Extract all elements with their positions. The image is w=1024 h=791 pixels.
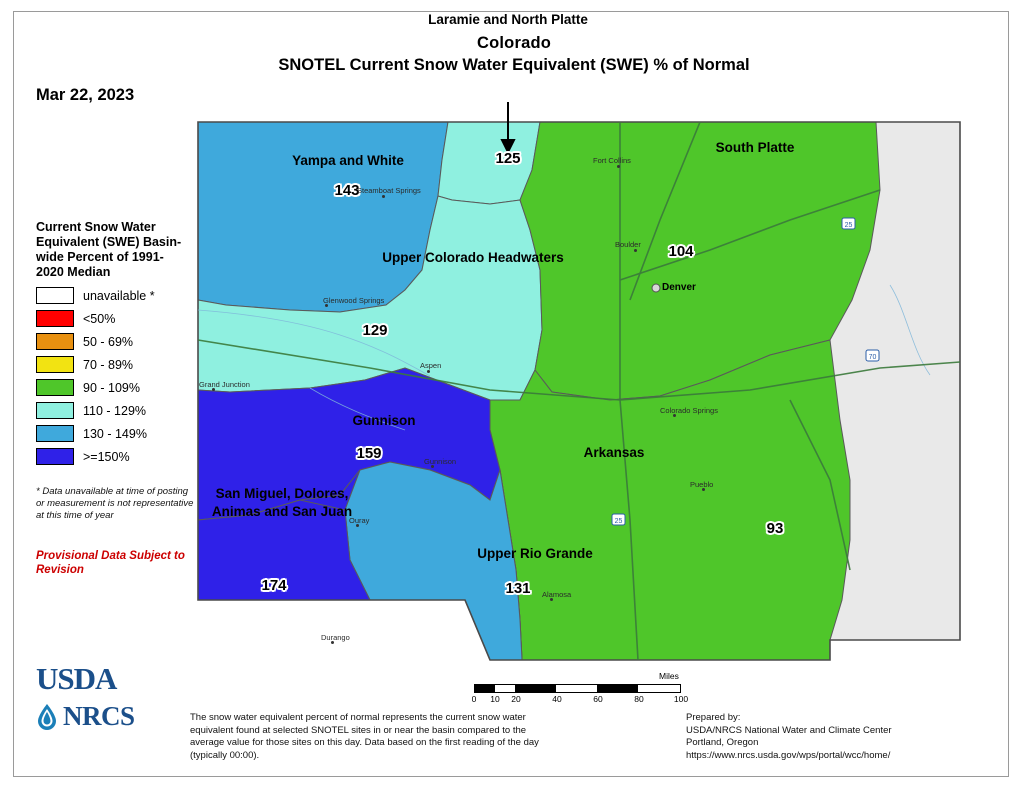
map-poster — [13, 11, 1009, 777]
city-dot — [427, 370, 430, 373]
basin-label-laramie-north-platte: Laramie and North Platte — [428, 12, 588, 27]
title-line-1: Colorado — [476, 34, 551, 52]
legend-item-under50 — [36, 307, 196, 330]
city-label-fort-collins: Fort Collins — [593, 156, 631, 165]
city-label-grand-junction: Grand Junction — [199, 380, 250, 389]
footer-prepared-by — [686, 712, 986, 762]
city-dot — [356, 524, 359, 527]
city-label-ouray: Ouray — [349, 516, 370, 525]
city-label-gunnison: Gunnison — [424, 457, 457, 466]
footer-description: The snow water equivalent percent of normal represents the current snow water equivalent found at selected SNOTEL sites in or near the basin compared to the average value for those sites on this day. Data based on the first reading of the day (typically 00:00). — [190, 712, 539, 761]
usda-wordmark: USDA — [36, 661, 117, 696]
city-dot — [382, 195, 385, 198]
title-line-2: SNOTEL Current Snow Water Equivalent (SWE) % of Normal — [278, 56, 750, 74]
city-dot — [212, 388, 215, 391]
legend-swatch — [36, 379, 74, 396]
legend-swatch — [36, 425, 74, 442]
legend-item-90-109 — [36, 376, 196, 399]
basin-label-gunnison: Gunnison — [352, 413, 416, 428]
basin-value-gunnison: 159 — [356, 445, 382, 462]
city-dot — [550, 598, 553, 601]
city-dot — [325, 304, 328, 307]
scale-tick-80: 80 — [634, 694, 644, 704]
city-label-steamboat-springs: Steamboat Springs — [357, 186, 421, 195]
scale-bar-segments — [474, 684, 681, 693]
legend-item-70-89 — [36, 353, 196, 376]
legend-footnote: * Data unavailable at time of posting or measurement is not representative at this time of year — [36, 486, 194, 521]
city-label-denver: Denver — [662, 282, 696, 293]
legend-item-unavailable — [36, 284, 196, 307]
legend-item-150plus — [36, 445, 196, 468]
basin-value-south-platte: 104 — [668, 243, 694, 260]
city-dot — [702, 488, 705, 491]
svg-text:25: 25 — [614, 518, 623, 525]
prepared-by-location: Portland, Oregon — [686, 737, 759, 748]
city-dot — [331, 641, 334, 644]
scale-tick-100: 100 — [673, 694, 689, 704]
legend-label: unavailable * — [83, 288, 155, 303]
legend-item-130-149 — [36, 422, 196, 445]
city-label-glenwood-springs: Glenwood Springs — [323, 296, 385, 305]
basin-value-upper-rio-grande: 131 — [505, 580, 531, 597]
scale-units-label: Miles — [659, 671, 679, 681]
scale-tick-40: 40 — [552, 694, 562, 704]
city-dot — [634, 249, 637, 252]
legend-swatch — [36, 356, 74, 373]
basin-upper-rio-grande-fill — [345, 462, 522, 660]
legend-label: 70 - 89% — [83, 357, 134, 372]
legend-title: Current Snow Water Equivalent (SWE) Basin-wide Percent of 1991-2020 Median — [36, 220, 182, 279]
denver-marker — [652, 284, 660, 292]
nrcs-wordmark: NRCS — [63, 701, 135, 731]
usda-nrcs-logo — [36, 661, 186, 732]
city-label-alamosa: Alamosa — [542, 590, 572, 599]
basin-label-arkansas: Arkansas — [583, 445, 645, 460]
prepared-by-url[interactable]: https://www.nrcs.usda.gov/wps/portal/wcc/home/ — [686, 749, 891, 761]
legend-label: 50 - 69% — [83, 334, 134, 349]
basin-label-south-platte: South Platte — [715, 140, 795, 155]
legend-swatch — [36, 333, 74, 350]
map-svg — [190, 100, 984, 670]
basin-label-san-miguel-dolores-animas-san-juan: San Miguel, Dolores, Animas and San Juan — [211, 486, 353, 519]
water-drop-icon — [36, 703, 58, 731]
legend-label: <50% — [83, 311, 116, 326]
prepared-by-org: USDA/NRCS National Water and Climate Center — [686, 724, 892, 736]
scale-tick-60: 60 — [593, 694, 603, 704]
prepared-by-label: Prepared by: — [686, 712, 741, 723]
city-label-colorado-springs: Colorado Springs — [660, 406, 718, 415]
basin-value-upper-colorado-headwaters: 129 — [362, 322, 388, 339]
legend-swatch — [36, 402, 74, 419]
legend-label: 90 - 109% — [83, 380, 140, 395]
city-label-aspen: Aspen — [420, 361, 442, 370]
date-label: Mar 22, 2023 — [36, 86, 135, 104]
city-label-boulder: Boulder — [615, 240, 641, 249]
city-dot — [617, 165, 620, 168]
scale-tick-20: 20 — [511, 694, 521, 704]
provisional-data-note: Provisional Data Subject to Revision — [36, 550, 185, 576]
legend-swatch — [36, 310, 74, 327]
basin-label-upper-colorado-headwaters: Upper Colorado Headwaters — [382, 250, 564, 265]
legend-label: >=150% — [83, 449, 130, 464]
scale-tick-0: 0 — [471, 694, 477, 704]
legend-list — [36, 284, 196, 468]
city-label-durango: Durango — [321, 633, 350, 642]
basin-value-laramie-north-platte: 125 — [495, 150, 521, 167]
svg-text:70: 70 — [868, 354, 877, 361]
legend-item-110-129 — [36, 399, 196, 422]
basin-value-yampa-white: 143 — [334, 182, 360, 199]
city-dot — [431, 465, 434, 468]
city-label-pueblo: Pueblo — [690, 480, 714, 489]
scale-tick-10: 10 — [490, 694, 500, 704]
legend-swatch — [36, 448, 74, 465]
legend-item-50-69 — [36, 330, 196, 353]
legend-label: 110 - 129% — [83, 403, 147, 418]
basin-label-yampa-white: Yampa and White — [292, 153, 404, 168]
legend-label: 130 - 149% — [83, 426, 147, 441]
page-title — [194, 34, 834, 75]
city-dot — [673, 414, 676, 417]
basin-value-arkansas: 93 — [766, 520, 784, 537]
basin-value-san-miguel-dolores-animas-san-juan: 174 — [261, 577, 287, 594]
basin-label-upper-rio-grande: Upper Rio Grande — [477, 546, 593, 561]
scale-bar — [471, 671, 704, 706]
scale-tick-labels — [471, 694, 704, 706]
legend-swatch — [36, 287, 74, 304]
svg-text:25: 25 — [844, 222, 853, 229]
